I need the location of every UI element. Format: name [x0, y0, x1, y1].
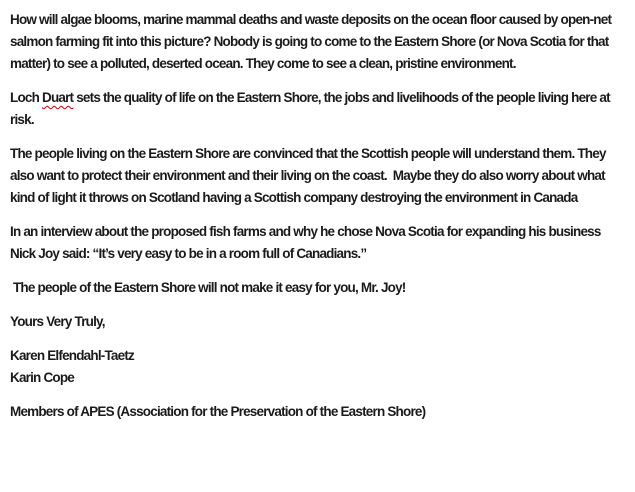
paragraph-not-easy: The people of the Eastern Shore will not make it easy for you, Mr. Joy! [10, 280, 406, 295]
closing-salutation: Yours Very Truly, [10, 314, 105, 329]
signature-name-1: Karen Elfendahl-Taetz [10, 348, 134, 363]
text-segment-post: sets the quality of life on the Eastern Shore, the jobs and livelihoods of the people living here at risk. [10, 90, 613, 127]
misspelled-word-duart: Duart [42, 90, 74, 105]
paragraph-scottish-people: The people living on the Eastern Shore are convinced that the Scottish people will understand them. They also want to protect their environment and their living on the coast. Maybe they do also worry about what kind of light it throws on Scotland having a Scottish company destroying the environment in Canada [10, 146, 609, 205]
membership-line: Members of APES (Association for the Preservation of the Eastern Shore) [10, 404, 426, 419]
signature-name-2: Karin Cope [10, 370, 75, 385]
paragraph-loch-duart [10, 87, 626, 131]
signature-block [10, 345, 626, 389]
paragraph-interview-quote: In an interview about the proposed fish farms and why he chose Nova Scotia for expanding his business Nick Joy said: “It’s very easy to be in a room full of Canadians.” [10, 224, 604, 261]
text-segment-pre: Loch [10, 90, 42, 105]
paragraph-algae-blooms: How will algae blooms, marine mammal deaths and waste deposits on the ocean floor caused by open-net salmon farming fit into this picture? Nobody is going to come to the Eastern Shore (or Nova Scotia for that matter) to see a polluted, deserted ocean. They come to see a clean, pristine environment. [10, 12, 615, 71]
